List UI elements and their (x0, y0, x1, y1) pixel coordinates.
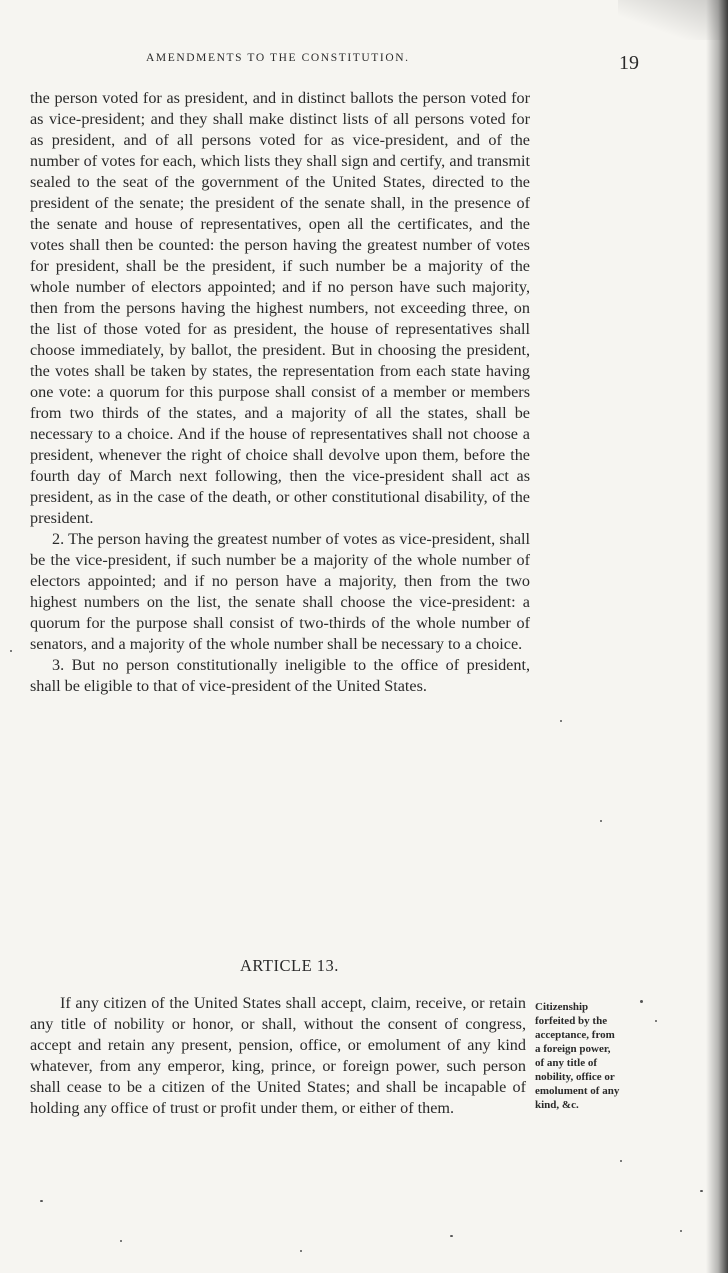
margin-note: Citizenship forfeited by the acceptance, from a foreign power, of any title of nobility, office or emolument of any kind, &c. (535, 1001, 620, 1111)
page-edge-shadow (706, 0, 728, 1273)
body-text (30, 88, 530, 697)
paragraph-2: 2. The person having the greatest number of votes as vice-president, shall be the vice-president, if such number be a majority of the whole number of electors appointed; and if no person have a majority, then from the two highest numbers on the list, the senate shall choose the vice-president: a quorum for the purpose shall consist of two-thirds of the whole number of senators, and a majority of the whole number shall be necessary to a choice. (30, 530, 530, 653)
paragraph-1: the person voted for as president, and in distinct ballots the person voted for as vice-president; and they shall make distinct lists of all persons voted for as president, and of all persons voted for as vice-president, and of the number of votes for each, which lists they shall sign and certify, and transmit sealed to the seat of the government of the United States, directed to the president of the senate; the president of the senate shall, in the presence of the senate and house of representatives, open all the certificates, and the votes shall then be counted: the person having the greatest number of votes for president, shall be the president, if such number be a majority of the whole number of electors appointed; and if no person have such majority, then from the persons having the highest numbers, not exceeding three, on the list of those voted for as president, the house of representatives shall choose immediately, by ballot, the president. But in choosing the president, the votes shall be taken by states, the representation from each state having one vote: a quorum for this purpose shall consist of a member or members from two thirds of the states, and a majority of all the states, shall be necessary to a choice. And if the house of representatives shall not choose a president, whenever the right of choice shall devolve upon them, before the fourth day of March next following, then the vice-president shall act as president, as in the case of the death, or other constitutional disability, of the president. (30, 89, 530, 527)
paragraph-3: 3. But no person constitutionally ineligible to the office of president, shall be eligible to that of vice-president of the United States. (30, 656, 530, 695)
article-heading: ARTICLE 13. (240, 956, 339, 975)
article-text: If any citizen of the United States shall accept, claim, receive, or retain any title of nobility or honor, or shall, without the consent of congress, accept and retain any present, pension, office, or emolument of any kind whatever, from any emperor, king, prince, or foreign power, such person shall cease to be a citizen of the United States; and shall be incapable of holding any office of trust or profit under them, or either of them. (30, 994, 526, 1117)
page-number: 19 (619, 52, 639, 74)
running-header: AMENDMENTS TO THE CONSTITUTION. (146, 52, 410, 64)
